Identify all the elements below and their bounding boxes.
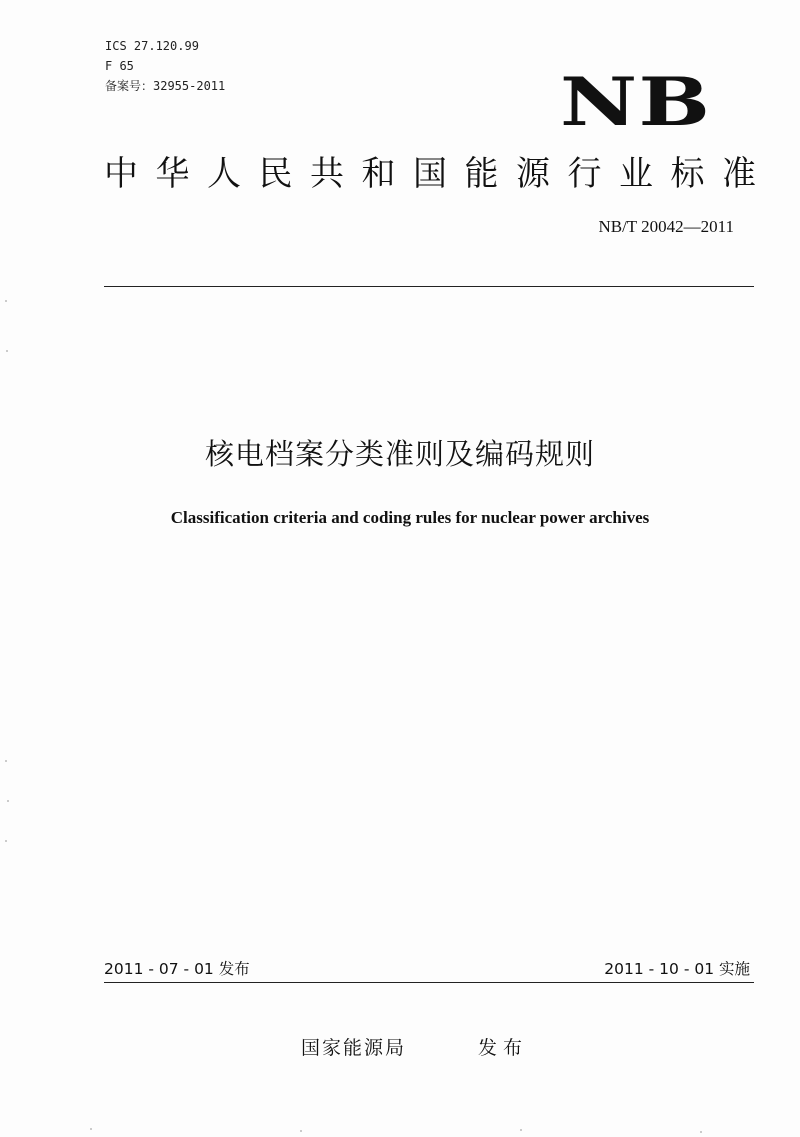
classification-meta — [105, 36, 225, 96]
scan-speck — [6, 350, 8, 352]
scan-speck — [520, 1129, 522, 1131]
filing-number: 备案号：32955-2011 — [105, 79, 226, 93]
header-divider — [104, 286, 754, 287]
scan-speck — [7, 800, 9, 802]
scan-speck — [5, 840, 7, 842]
implementation-date: 2011 - 10 - 01 实施 — [604, 960, 750, 978]
ccs-code: F 65 — [105, 59, 134, 73]
scan-speck — [700, 1131, 702, 1133]
release-date: 2011 - 07 - 01 发布 — [104, 960, 250, 978]
footer-divider — [104, 982, 754, 983]
standard-code: NB/T 20042—2011 — [598, 217, 734, 236]
ics-code: ICS 27.120.99 — [105, 39, 199, 53]
scan-speck — [5, 760, 7, 762]
scan-speck — [90, 1128, 92, 1130]
issue-label: 发布 — [478, 1037, 529, 1059]
issuing-authority: 国家能源局 — [301, 1037, 407, 1059]
document-title-chinese: 核电档案分类准则及编码规则 — [204, 437, 595, 471]
standard-category-title: 中华人民共和国能源行业标准 — [104, 154, 774, 194]
scan-speck — [5, 300, 7, 302]
nb-logo: NB — [560, 63, 712, 141]
document-title-english: Classification criteria and coding rules for nuclear power archives — [170, 508, 650, 527]
scan-speck — [300, 1130, 302, 1132]
